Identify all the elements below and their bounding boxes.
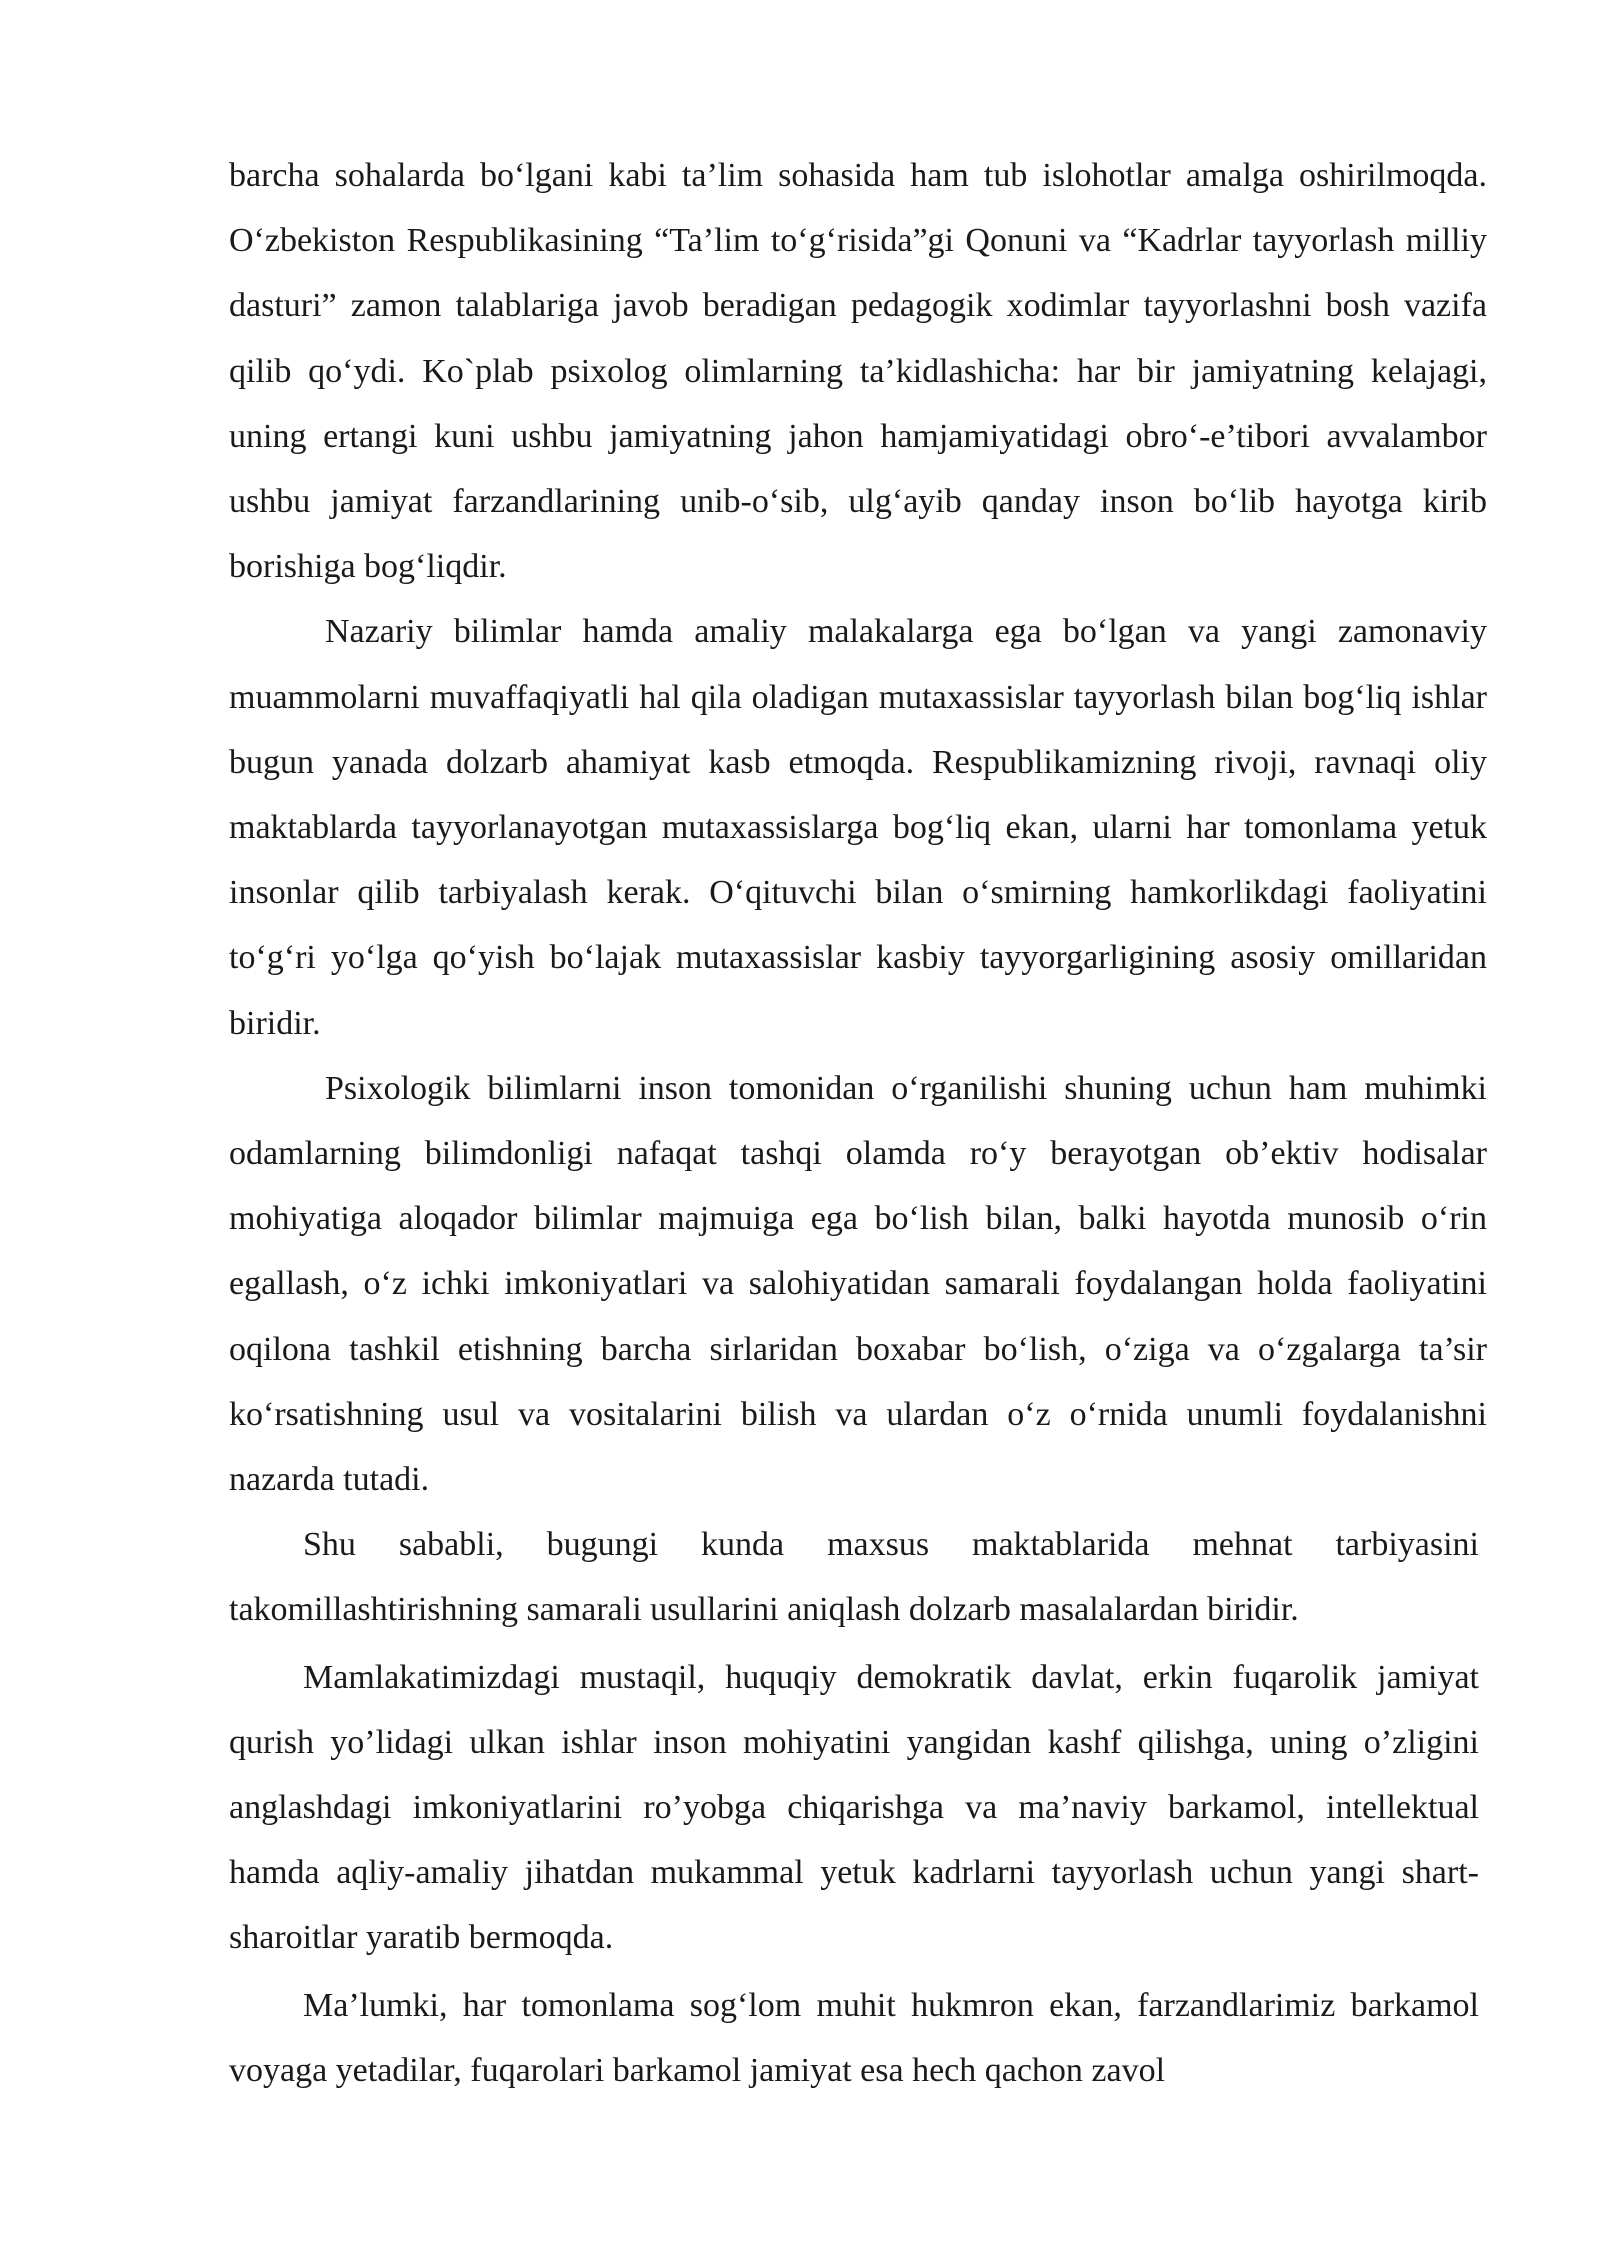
paragraph-2: Nazariy bilimlar hamda amaliy malakalarga ega bo‘lgan va yangi zamonaviy muammolarni muvaffaqiyatli hal qila oladigan mutaxassislar tayyorlash bilan bog‘liq ishlar bugun yanada dolzarb ahamiyat kasb etmoqda. Respublikamizning rivoji, ravnaqi oliy maktablarda tayyorlanayotgan mutaxassislarga bog‘liq ekan, ularni har tomonlama yetuk insonlar qilib tarbiyalash kerak. O‘qituvchi bilan o‘smirning hamkorlikdagi faoliyatini to‘g‘ri yo‘lga qo‘yish bo‘lajak mutaxassislar kasbiy tayyorgarligining asosiy omillaridan biridir. [229, 613, 1487, 1042]
paragraph-5: Mamlakatimizdagi mustaqil, huquqiy demokratik davlat, erkin fuqarolik jamiyat qurish yo’lidagi ulkan ishlar inson mohiyatini yangidan kashf qilishga, uning o’zligini anglashdagi imkoniyatlarini ro’yobga chiqarishga va ma’naviy barkamol, intellektual hamda aqliy-amaliy jihatdan mukammal yetuk kadrlarni tayyorlash uchun yangi shart-sharoitlar yaratib bermoqda. [229, 1658, 1479, 1957]
paragraph-4: Shu sababli, bugungi kunda maxsus maktablarida mehnat tarbiyasini takomillashtirishning samarali usullarini aniqlash dolzarb masalalardan biridir. [229, 1526, 1479, 1629]
paragraph-1: barcha sohalarda bo‘lgani kabi ta’lim sohasida ham tub islohotlar amalga oshirilmoqda. O‘zbekiston Respublikasining “Ta’lim to‘g‘risida”gi Qonuni va “Kadrlar tayyorlash milliy dasturi” zamon talablariga javob beradigan pedagogik xodimlar tayyorlashni bosh vazifa qilib qo‘ydi. Ko`plab psixolog olimlarning ta’kidlashicha: har bir jamiyatning kelajagi, uning ertangi kuni ushbu jamiyatning jahon hamjamiyatidagi obro‘-e’tibori avvalambor ushbu jamiyat farzandlarining unib-o‘sib, ulg‘ayib qanday inson bo‘lib hayotga kirib borishiga bog‘liqdir. [229, 157, 1487, 586]
paragraph-3: Psixologik bilimlarni inson tomonidan o‘rganilishi shuning uchun ham muhimki odamlarning bilimdonligi nafaqat tashqi olamda ro‘y berayotgan ob’ektiv hodisalar mohiyatiga aloqador bilimlar majmuiga ega bo‘lish bilan, balki hayotda munosib o‘rin egallash, o‘z ichki imkoniyatlari va salohiyatidan samarali foydalangan holda faoliyatini oqilona tashkil etishning barcha sirlaridan boxabar bo‘lish, o‘ziga va o‘zgalarga ta’sir ko‘rsatishning usul va vositalarini bilish va ulardan o‘z o‘rnida unumli foydalanishni nazarda tutadi. [229, 1069, 1487, 1499]
document-body [229, 143, 1487, 2103]
paragraph-6: Ma’lumki, har tomonlama sog‘lom muhit hukmron ekan, farzandlarimiz barkamol voyaga yetadilar, fuqarolari barkamol jamiyat esa hech qachon zavol [229, 1986, 1479, 2089]
